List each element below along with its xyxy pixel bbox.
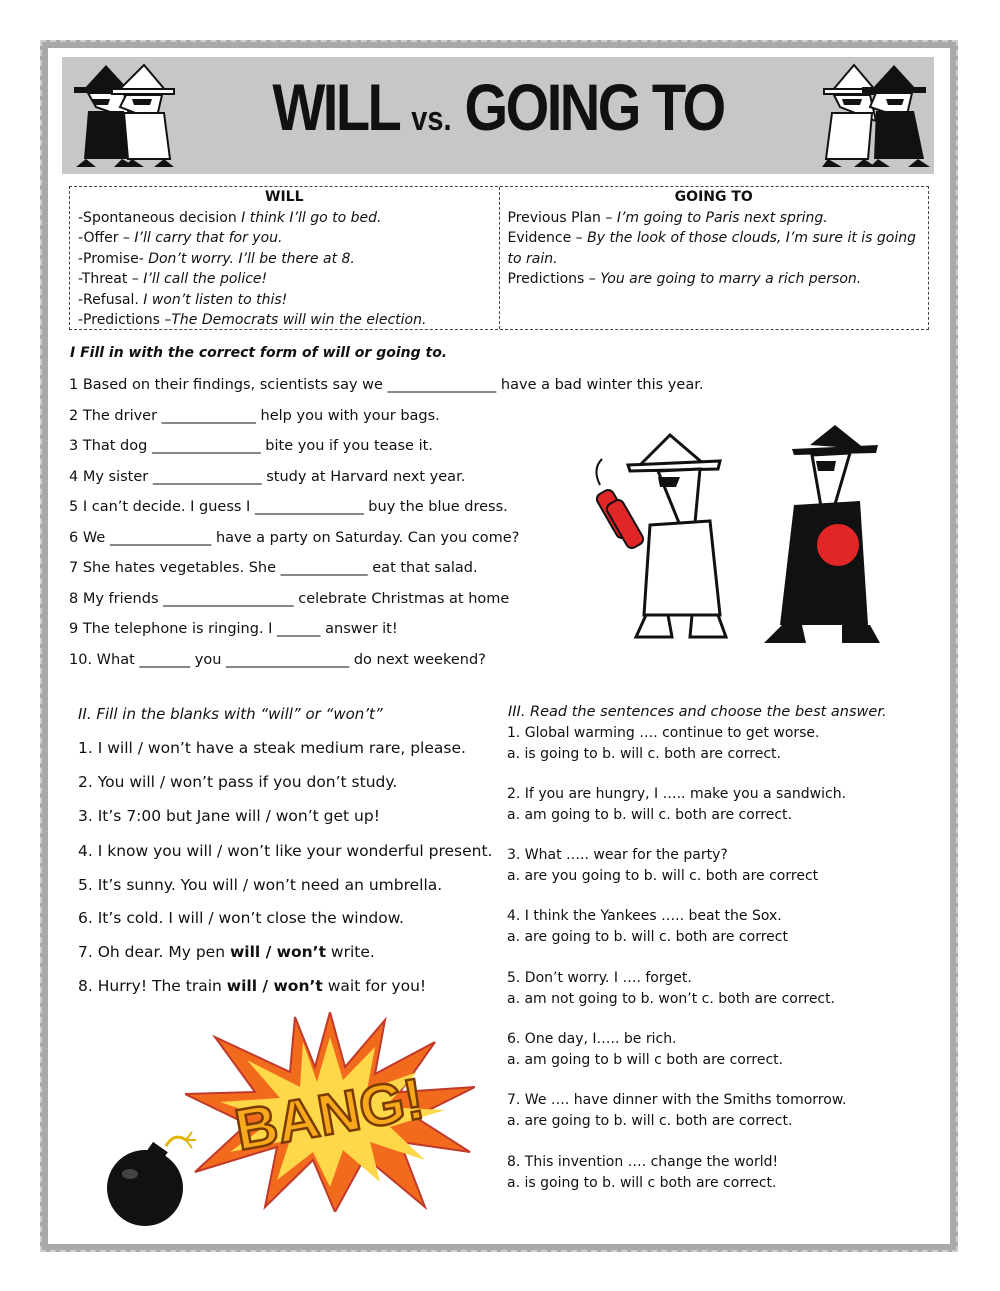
answer-options: a. is going to b. will c both are correct.: [507, 1175, 777, 1191]
exercise-sentence: 6 We ______________ have a party on Saturday. Can you come?: [69, 530, 520, 546]
exercise-sentence: 1. I will / won’t have a steak medium rare, please.: [78, 739, 466, 757]
exercise-sentence: 3 That dog _______________ bite you if you tease it.: [69, 438, 433, 454]
exercise-sentence: 5 I can’t decide. I guess I _______________ buy the blue dress.: [69, 499, 508, 515]
bang-burst-image: [185, 1012, 475, 1212]
answer-options: a. am going to b. will c. both are correct.: [507, 807, 792, 823]
rules-table: [69, 186, 929, 330]
rule-line: -Promise- Don’t worry. I’ll be there at 8.: [78, 250, 355, 267]
exercise-sentence: 7 She hates vegetables. She ____________ eat that salad.: [69, 560, 478, 576]
spy-vs-spy-icon: [820, 59, 932, 171]
exercise-sentence: 7. Oh dear. My pen will / won’t write.: [78, 943, 375, 961]
will-rules-heading: WILL: [265, 189, 304, 205]
rule-line: -Spontaneous decision I think I’ll go to bed.: [78, 209, 382, 226]
rule-line: -Offer – I’ll carry that for you.: [78, 230, 283, 246]
part2-title: II. Fill in the blanks with “will” or “won’t”: [78, 705, 383, 723]
exercise-sentence: 5. It’s sunny. You will / won’t need an umbrella.: [78, 876, 443, 894]
going-to-rules-heading: GOING TO: [674, 189, 753, 205]
answer-options: a. are you going to b. will c. both are correct: [507, 868, 819, 884]
going-to-rules-column: [499, 187, 929, 329]
exercise-sentence: 6. It’s cold. I will / won’t close the window.: [78, 909, 404, 927]
rule-line: Previous Plan – I’m going to Paris next spring.: [507, 209, 828, 226]
answer-options: a. am going to b will c both are correct.: [507, 1052, 784, 1068]
rule-line: -Threat – I’ll call the police!: [78, 271, 268, 287]
rule-line: -Refusal. I won’t listen to this!: [78, 291, 288, 308]
exercise-sentence: 2 The driver _____________ help you with your bags.: [69, 408, 440, 424]
exercise-sentence: 4. I know you will / won’t like your wonderful present.: [78, 842, 493, 860]
question-text: 7. We …. have dinner with the Smiths tomorrow.: [507, 1092, 847, 1108]
exercise-sentence: 10. What _______ you _________________ do next weekend?: [69, 652, 486, 668]
question-text: 8. This invention …. change the world!: [507, 1154, 779, 1170]
page-title: WILL vs. GOING TO: [272, 70, 724, 144]
spy-illustration: [580, 425, 880, 650]
exercise-sentence: 8. Hurry! The train will / won’t wait for you!: [78, 977, 427, 995]
exercise-sentence: 1 Based on their findings, scientists say we _______________ have a bad winter this year.: [69, 377, 704, 393]
exercise-sentence: 9 The telephone is ringing. I ______ answer it!: [69, 621, 398, 637]
rule-line: to rain.: [507, 250, 558, 267]
question-text: 5. Don’t worry. I …. forget.: [507, 970, 692, 986]
exercise-sentence: 3. It’s 7:00 but Jane will / won’t get up!: [78, 807, 380, 825]
question-text: 6. One day, I….. be rich.: [507, 1031, 677, 1047]
bang-text: BANG!: [230, 1066, 429, 1164]
part3-title: III. Read the sentences and choose the best answer.: [508, 704, 887, 720]
question-text: 3. What ….. wear for the party?: [507, 847, 728, 863]
part1-title: I Fill in with the correct form of will or going to.: [70, 345, 448, 361]
title-banner: [62, 57, 934, 174]
question-text: 2. If you are hungry, I ….. make you a sandwich.: [507, 786, 847, 802]
answer-options: a. are going to b. will c. both are correct: [507, 929, 788, 945]
answer-options: a. is going to b. will c. both are correct.: [507, 746, 781, 762]
question-text: 4. I think the Yankees ….. beat the Sox.: [507, 908, 782, 924]
answer-options: a. are going to b. will c. both are correct.: [507, 1113, 793, 1129]
exercise-sentence: 2. You will / won’t pass if you don’t study.: [78, 773, 398, 791]
exercise-sentence: 8 My friends __________________ celebrate Christmas at home: [69, 591, 510, 607]
will-rules-column: [70, 187, 499, 329]
answer-options: a. am not going to b. won’t c. both are correct.: [507, 991, 836, 1007]
rule-line: Predictions – You are going to marry a rich person.: [507, 271, 862, 287]
exercise-sentence: 4 My sister _______________ study at Harvard next year.: [69, 469, 466, 485]
rule-line: -Predictions –The Democrats will win the election.: [78, 312, 427, 328]
bomb-icon: [100, 1130, 210, 1230]
question-text: 1. Global warming …. continue to get worse.: [507, 725, 820, 741]
rule-line: Evidence – By the look of those clouds, I’m sure it is going: [507, 230, 917, 246]
